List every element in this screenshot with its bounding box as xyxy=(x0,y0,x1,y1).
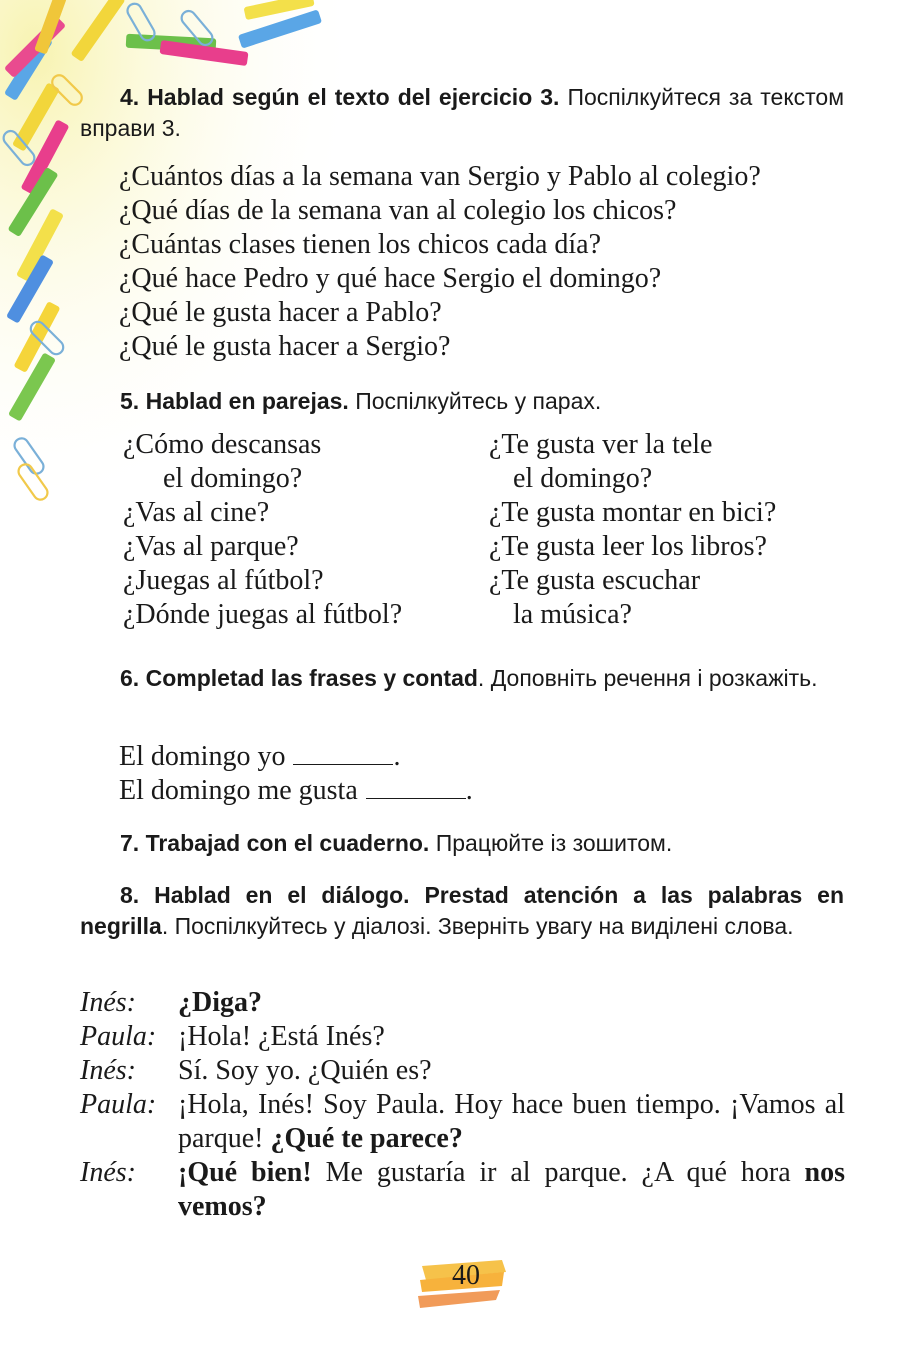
speaker: Paula: xyxy=(80,1021,157,1052)
dialog-line xyxy=(80,986,845,1020)
question: ¿Cómo descansas xyxy=(123,429,322,460)
utterance xyxy=(178,1088,845,1156)
exercise-8-instruction xyxy=(80,880,844,942)
exercise-number: 6. xyxy=(120,665,140,691)
exercise-number: 8. xyxy=(120,882,140,908)
dialog-line xyxy=(80,1156,845,1224)
exercise-translation: Поспілкуйтесь у парах. xyxy=(355,388,602,414)
punctuation: . xyxy=(465,775,473,806)
question: ¿Te gusta leer los libros? xyxy=(489,531,767,562)
exercise-number: 7. xyxy=(120,830,140,856)
exercise-8-dialog xyxy=(80,986,845,1224)
blank-line xyxy=(366,778,466,799)
question-continuation: el domingo? xyxy=(513,463,653,494)
exercise-title: Completad las frases y contad xyxy=(145,665,478,691)
utterance xyxy=(178,1054,845,1088)
dialog-line xyxy=(80,1088,845,1156)
question: ¿Te gusta escuchar xyxy=(489,565,701,596)
exercise-6-sentences xyxy=(119,740,473,808)
utterance xyxy=(178,1156,845,1224)
question: ¿Qué hace Pedro y qué hace Sergio el domingo? xyxy=(119,263,662,294)
fill-sentence xyxy=(119,774,473,808)
exercise-title: Hablad en parejas. xyxy=(145,388,349,414)
exercise-translation: Поспілкуйтеся за текстом вправи 3. xyxy=(80,84,845,141)
exercise-6-instruction xyxy=(80,663,844,694)
exercise-4-instruction xyxy=(80,82,844,144)
page-number: 40 xyxy=(452,1260,480,1291)
bold-phrase: ¿Diga? xyxy=(178,987,262,1018)
dialog-line xyxy=(80,1054,845,1088)
bold-phrase: ¡Qué bien! xyxy=(178,1157,312,1188)
exercise-7-instruction xyxy=(80,828,844,859)
punctuation: . xyxy=(477,665,485,691)
exercise-5-column-right xyxy=(489,428,776,632)
speaker: Paula: xyxy=(80,1089,157,1120)
speaker: Inés: xyxy=(80,987,136,1018)
bold-phrase: ¿Qué te parece? xyxy=(270,1123,463,1154)
plain-text: ¡Hola! ¿Está Inés? xyxy=(178,1021,385,1052)
exercise-translation: Поспілкуйтесь у діалозі. Зверніть увагу на виділені слова. xyxy=(174,913,794,939)
exercise-4-questions xyxy=(119,160,761,364)
question: ¿Qué le gusta hacer a Pablo? xyxy=(119,297,442,328)
exercise-translation: Доповніть речення і розкажіть. xyxy=(490,665,818,691)
page-number-badge xyxy=(416,1252,508,1312)
bold-phrase: nos vemos? xyxy=(178,1157,846,1222)
utterance xyxy=(178,986,845,1020)
question: ¿Cuántos días a la semana van Sergio y Pablo al colegio? xyxy=(119,161,761,192)
plain-text: Me gustaría ir al parque. ¿A qué hora xyxy=(311,1157,805,1188)
exercise-5-instruction xyxy=(80,386,844,417)
question-continuation: la música? xyxy=(513,599,632,630)
punctuation: . xyxy=(393,741,401,772)
exercise-5-column-left xyxy=(123,428,402,632)
question-continuation: el domingo? xyxy=(163,463,303,494)
sentence-start: El domingo yo xyxy=(119,741,286,772)
question: ¿Cuántas clases tienen los chicos cada día? xyxy=(119,229,602,260)
punctuation: . xyxy=(161,913,169,939)
question: ¿Dónde juegas al fútbol? xyxy=(123,599,403,630)
exercise-title: Trabajad con el cuaderno. xyxy=(145,830,430,856)
question: ¿Te gusta montar en bici? xyxy=(489,497,777,528)
question: ¿Juegas al fútbol? xyxy=(123,565,324,596)
utterance xyxy=(178,1020,845,1054)
question: ¿Qué le gusta hacer a Sergio? xyxy=(119,331,451,362)
plain-text: ¡Hola, Inés! Soy Paula. Hoy hace buen tiempo. ¡Vamos al parque! xyxy=(178,1089,845,1154)
exercise-translation: Працюйте із зошитом. xyxy=(435,830,673,856)
question: ¿Vas al cine? xyxy=(123,497,270,528)
dialog-line xyxy=(80,1020,845,1054)
fill-sentence xyxy=(119,740,473,774)
exercise-title: Hablad según el texto del ejercicio 3. xyxy=(147,84,560,110)
question: ¿Vas al parque? xyxy=(123,531,299,562)
plain-text: Sí. Soy yo. ¿Quién es? xyxy=(178,1055,432,1086)
exercise-number: 5. xyxy=(120,388,140,414)
speaker: Inés: xyxy=(80,1055,136,1086)
question: ¿Qué días de la semana van al colegio los chicos? xyxy=(119,195,677,226)
question: ¿Te gusta ver la tele xyxy=(489,429,713,460)
exercise-number: 4. xyxy=(120,84,140,110)
sentence-start: El domingo me gusta xyxy=(119,775,358,806)
exercise-title: Hablad en el diálogo. Prestad atención a las palabras en negrilla xyxy=(80,882,844,939)
blank-line xyxy=(293,744,393,765)
speaker: Inés: xyxy=(80,1157,136,1188)
